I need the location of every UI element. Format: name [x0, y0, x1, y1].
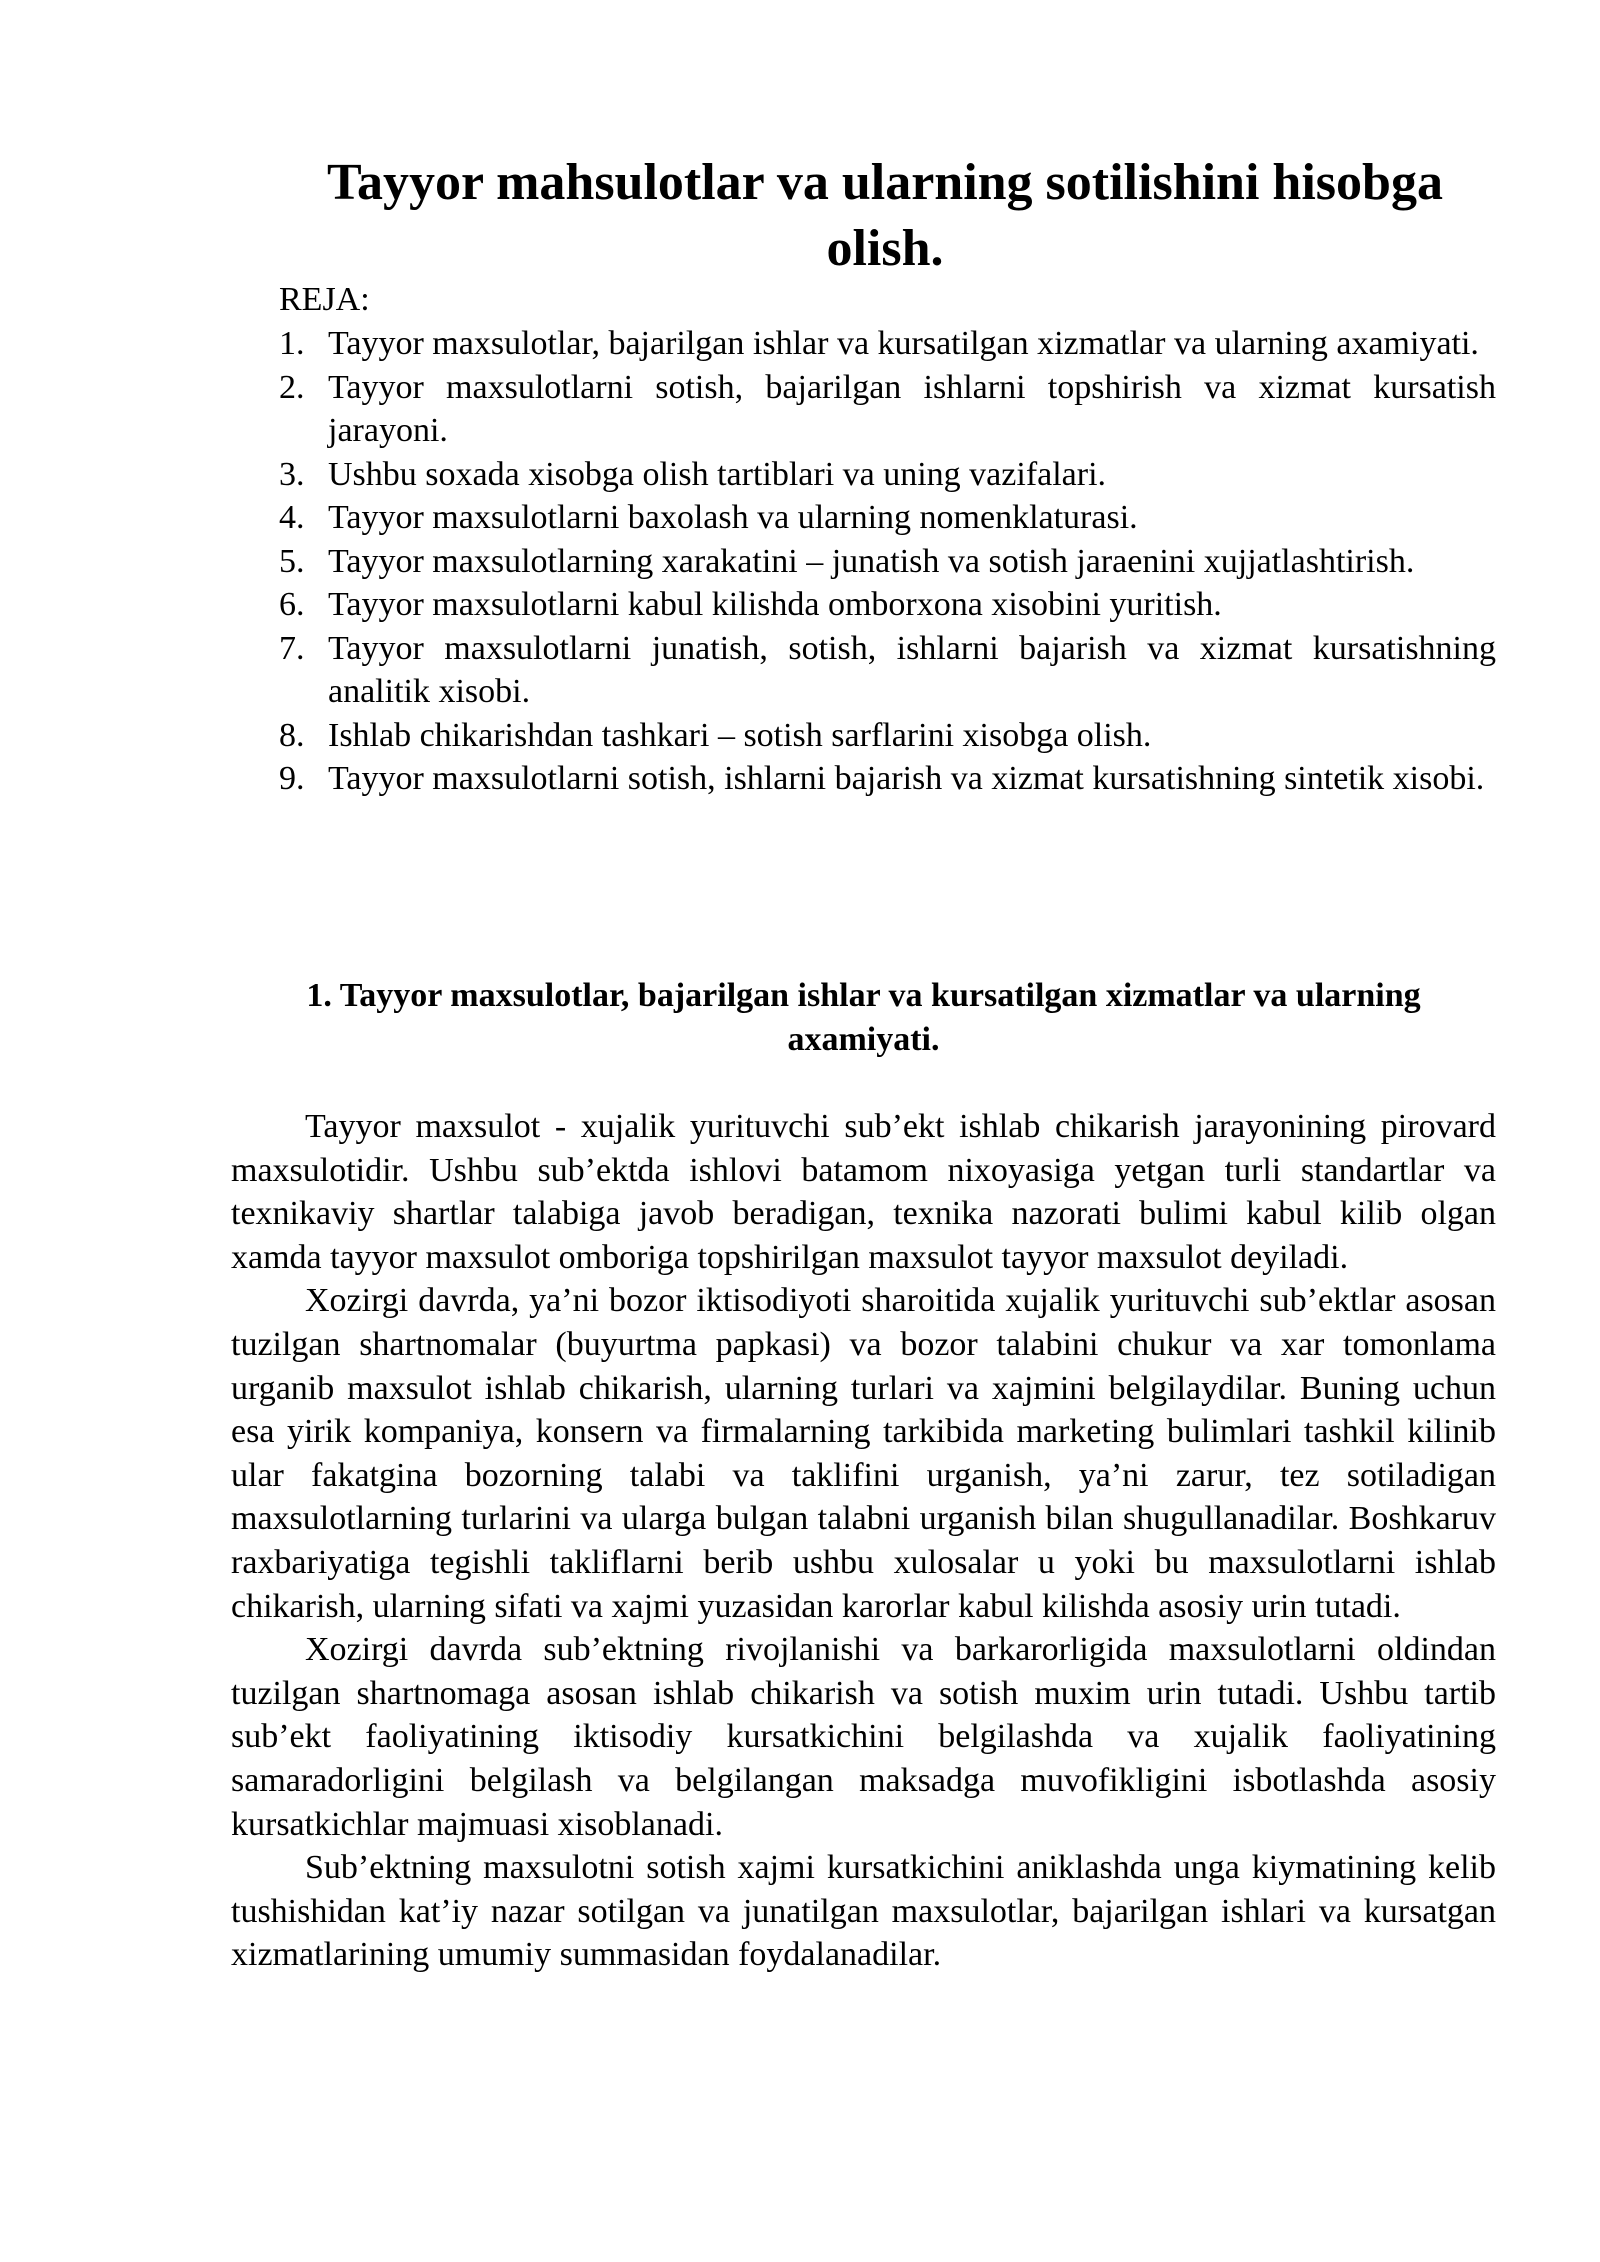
- body-paragraph: Sub’ektning maxsulotni sotish xajmi kursatkichini aniklashda unga kiymatining kelib tushishidan kat’iy nazar sotilgan va junatilgan maxsulotlar, bajarilgan ishlari va kursatgan xizmatlarining umumiy summasidan foydalanadilar.: [231, 1849, 1496, 1974]
- plan-item-text: Tayyor maxsulotlarni sotish, ishlarni bajarish va xizmat kursatishning sintetik xisobi.: [328, 760, 1485, 797]
- plan-heading: REJA:: [279, 281, 370, 318]
- document-title: Tayyor mahsulotlar va ularning sotilishini hisobga olish.: [327, 154, 1443, 277]
- body-paragraph: Xozirgi davrda sub’ektning rivojlanishi va barkarorligida maxsulotlarni oldindan tuzilgan shartnomaga asosan ishlab chikarish va sotish muxim urin tutadi. Ushbu tartib sub’ekt faoliyatining iktisodiy kursatkichini belgilashda va xujalik faoliyatining samaradorligini belgilash va belgilangan maksadga muvofikligini isbotlashda asosiy kursatkichlar majmuasi xisoblanadi.: [231, 1631, 1496, 1843]
- plan-item: [279, 322, 1496, 366]
- section-heading: 1. Tayyor maxsulotlar, bajarilgan ishlar va kursatilgan xizmatlar va ularning axamiyati.: [306, 977, 1421, 1058]
- plan-item: [279, 453, 1496, 497]
- plan-item-text: Tayyor maxsulotlarni baxolash va ularning nomenklaturasi.: [328, 499, 1138, 536]
- plan-item-number: 8.: [279, 716, 305, 754]
- plan-item-text: Ushbu soxada xisobga olish tartiblari va uning vazifalari.: [328, 455, 1107, 493]
- plan-item-text: Tayyor maxsulotlarni kabul kilishda omborxona xisobini yuritish.: [328, 586, 1222, 623]
- plan-item: [279, 714, 1496, 758]
- plan-item-number: 2.: [279, 368, 305, 406]
- plan-item-number: 9.: [279, 760, 305, 797]
- plan-item: [279, 583, 1496, 627]
- plan-item: [279, 757, 1496, 801]
- plan-item: [279, 366, 1496, 453]
- plan-item: [279, 540, 1496, 584]
- plan-item-number: 3.: [279, 455, 305, 493]
- plan-list: [279, 322, 1496, 801]
- plan-item-text: Tayyor maxsulotlarning xarakatini – junatish va sotish jaraenini xujjatlashtirish.: [328, 542, 1415, 580]
- plan-item-text: Ishlab chikarishdan tashkari – sotish sarflarini xisobga olish.: [328, 716, 1152, 754]
- plan-item-text: Tayyor maxsulotlarni junatish, sotish, ishlarni bajarish va xizmat kursatishning analitik xisobi.: [328, 629, 1496, 710]
- plan-item-number: 7.: [279, 629, 305, 667]
- body-paragraph: Tayyor maxsulot - xujalik yurituvchi sub’ekt ishlab chikarish jarayonining pirovard maxsulotidir. Ushbu sub’ektda ishlovi batamom nixoyasiga yetgan turli standartlar va texnikaviy shartlar talabiga javob beradigan, texnika nazorati bulimi kabul kilib olgan xamda tayyor maxsulot omboriga topshirilgan maxsulot tayyor maxsulot deyiladi.: [231, 1108, 1496, 1276]
- plan-item-number: 4.: [279, 499, 305, 536]
- section-body: [231, 1105, 1496, 1977]
- plan-item-number: 6.: [279, 586, 305, 623]
- plan-item-number: 5.: [279, 542, 305, 580]
- plan-item: [279, 496, 1496, 540]
- plan-item-number: 1.: [279, 325, 305, 362]
- plan-item: [279, 627, 1496, 714]
- body-paragraph: Xozirgi davrda, ya’ni bozor iktisodiyoti sharoitida xujalik yurituvchi sub’ektlar asosan tuzilgan shartnomalar (buyurtma papkasi) va bozor talabini chukur va xar tomonlama urganib maxsulot ishlab chikarish, ularning turlari va xajmini belgilaydilar. Buning uchun esa yirik kompaniya, konsern va firmalarning tarkibida marketing bulimlari tashkil kilinib ular fakatgina bozorning talabi va taklifini urganish, ya’ni zarur, tez sotiladigan maxsulotlarning turlarini va ularga bulgan talabni urganish bilan shugullanadilar. Boshkaruv raxbariyatiga tegishli takliflarni berib ushbu xulosalar u yoki bu maxsulotlarni ishlab chikarish, ularning sifati va xajmi yuzasidan karorlar kabul kilishda asosiy urin tutadi.: [231, 1282, 1496, 1625]
- plan-item-text: Tayyor maxsulotlar, bajarilgan ishlar va kursatilgan xizmatlar va ularning axamiyati.: [328, 325, 1479, 362]
- plan-item-text: Tayyor maxsulotlarni sotish, bajarilgan ishlarni topshirish va xizmat kursatish jarayoni.: [328, 368, 1496, 449]
